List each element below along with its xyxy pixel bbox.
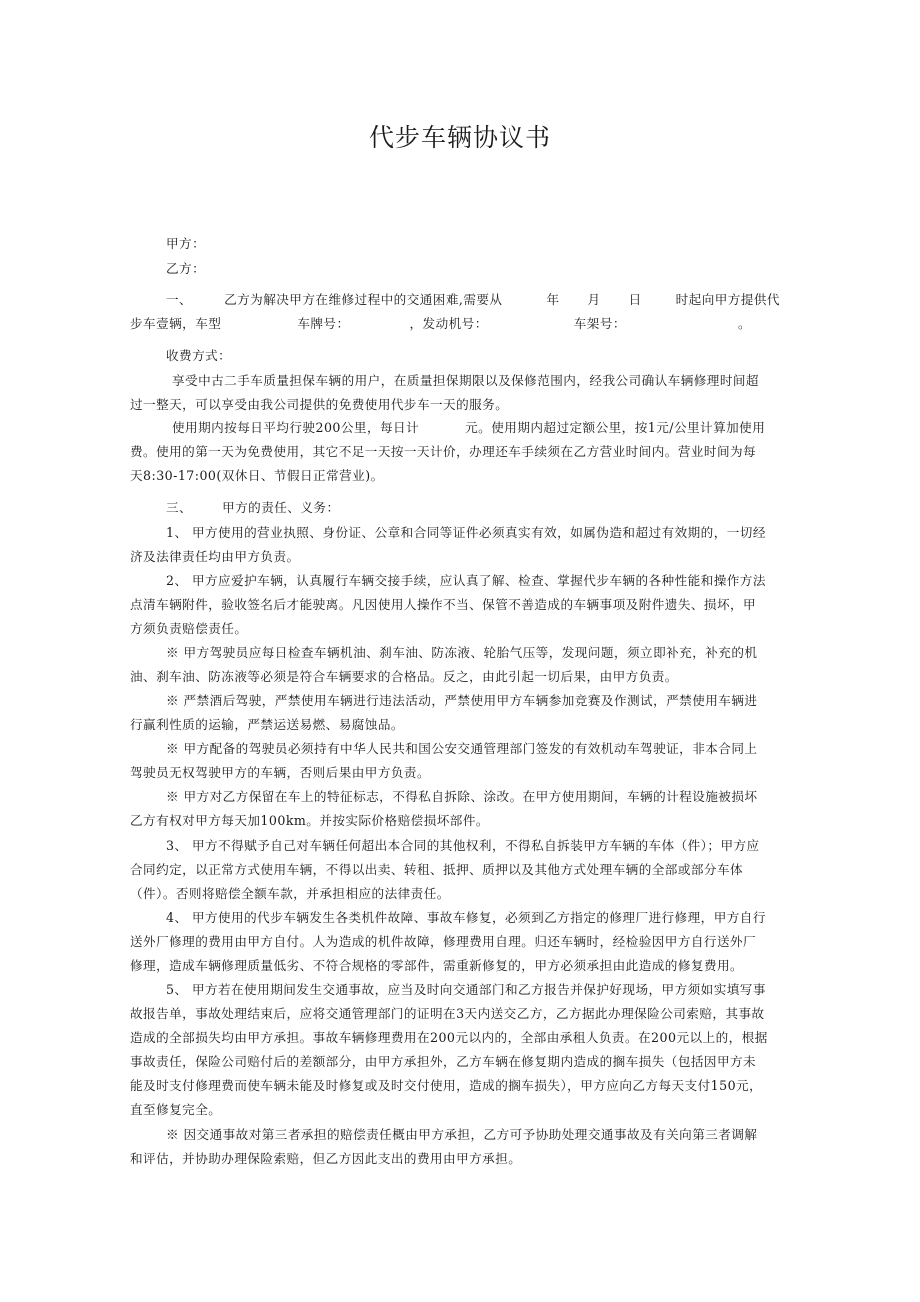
clause-line: 方须负责赔偿责任。 [130,621,248,636]
clause-line: （件）。否则将赔偿全额车款，并承担相应的法律责任。 [130,886,450,901]
clause-line: 3、 甲方不得赋予自己对车辆任何超出本合同的其他权利，不得私自拆装甲方车辆的车体（件）；甲方应 [166,838,760,853]
fee-paragraph-1-line-2: 过一整天，可以享受由我公司提供的免费使用代步车一天的服务。 [130,397,509,412]
clause-line: 油、刹车油、防冻液等必须是符合车辆要求的合格品。反之，由此引起一切后果，由甲方负责。 [130,669,678,684]
date-month-label: 月 [587,292,601,307]
clause-line: 合同约定，以正常方式使用车辆，不得以出卖、转租、抵押、质押以及其他方式处理车辆的全部或部分车体 [130,862,744,877]
party-b-label: 乙方： [166,261,206,276]
clause-line: 和评估，并协助办理保险索赔，但乙方因此支出的费用由甲方承担。 [130,1151,522,1166]
section-3-heading: 甲方的责任、义务： [222,500,340,515]
clause-line: 事故责任，保险公司赔付后的差额部分，由甲方承担外，乙方车辆在修复期内造成的搁车损失（包括因甲方未 [130,1054,757,1069]
clause-line: ※ 严禁酒后驾驶，严禁使用车辆进行违法活动，严禁使用甲方车辆参加竞赛及作测试，严禁使用车辆进 [166,693,758,708]
fee-paragraph-1-line-1: 享受中古二手车质量担保车辆的用户，在质量担保期限以及保修范围内，经我公司确认车辆修理时间超 [172,373,759,388]
clause-line: 1、 甲方使用的营业执照、身份证、公章和合同等证件必须真实有效，如属伪造和超过有效期的，一切经 [166,525,766,540]
engine-number-label: ，发动机号： [409,316,488,331]
document-title: 代步车辆协议书 [368,123,551,152]
section-1-line-2 [130,316,751,332]
fee-daily-text: 使用期内按每日平均行驶200公里，每日计 [172,420,420,435]
section-1-number: 一、 [166,292,193,307]
clause-line: 直至修复完全。 [130,1102,222,1117]
date-day-label: 日 [628,292,642,307]
date-year-label: 年 [546,292,560,307]
fee-paragraph-2-line-2: 费。使用的第一天为免费使用，其它不足一天按一天计价，办理还车手续须在乙方营业时间内。营业时间为每 [130,444,757,459]
document-body [130,0,806,1302]
clause-line: 点清车辆附件，验收签名后才能驶离。凡因使用人操作不当、保管不善造成的车辆事项及附件遗失、损坏，甲 [130,597,757,612]
party-a-label: 甲方： [166,236,206,251]
clause-line: ※ 因交通事故对第三者承担的赔偿责任概由甲方承担，乙方可予协助处理交通事故及有关向第三者调解 [166,1127,758,1142]
clause-line: 造成的全部损失均由甲方承担。事故车辆修理费用在200元以内的，全部由承租人负责。在200元以上的，根据 [130,1030,768,1045]
clause-line: ※ 甲方驾驶员应每日检查车辆机油、刹车油、防冻液、轮胎气压等，发现问题，须立即补充，补充的机 [166,645,758,660]
section-1-line-1 [166,292,780,308]
section-3-heading-line [166,500,340,516]
fee-paragraph-2-line-3: 天8:30-17:00(双休日、节假日正常营业)。 [130,468,384,483]
clause-line: 乙方有权对甲方每天加100km。并按实际价格赔偿损坏部件。 [130,813,489,828]
vehicle-model-label: 步车壹辆，车型 [130,316,222,331]
section-1-text-end: 时起向甲方提供代 [675,292,780,307]
section-1-period: 。 [737,316,751,331]
plate-number-label: 车牌号： [297,316,350,331]
clause-line: ※ 甲方对乙方保留在车上的特征标志，不得私自拆除、涂改。在甲方使用期间，车辆的计程设施被损坏 [166,789,758,804]
clause-line: 4、 甲方使用的代步车辆发生各类机件故障、事故车修复，必须到乙方指定的修理厂进行修理，甲方自行 [166,910,766,925]
clause-line: 修理，造成车辆修理质量低劣、不符合规格的零部件，需重新修复的，甲方必须承担由此造成的修复费用。 [130,958,744,973]
clause-line: ※ 甲方配备的驾驶员必须持有中华人民共和国公安交通管理部门签发的有效机动车驾驶证，非本合同上 [166,741,758,756]
clause-line: 行赢利性质的运输，严禁运送易燃、易腐蚀品。 [130,717,404,732]
clause-line: 驾驶员无权驾驶甲方的车辆，否则后果由甲方负责。 [130,765,431,780]
section-1-text: 乙方为解决甲方在维修过程中的交通困难,需要从 [224,292,503,307]
frame-number-label: 车架号： [573,316,626,331]
clause-line: 故报告单，事故处理结束后，应将交通管理部门的证明在3天内送交乙方，乙方据此办理保险公司索赔，其事故 [130,1006,765,1021]
clause-line: 济及法律责任均由甲方负责。 [130,549,300,564]
clause-line: 送外厂修理的费用由甲方自付。人为造成的机件故障，修理费用自理。归还车辆时，经检验因甲方自行送外厂 [130,934,757,949]
fee-excess-text: 元。使用期内超过定额公里，按1元/公里计算加使用 [465,420,766,435]
fee-paragraph-2-line-1 [172,420,765,436]
clause-line: 能及时支付修理费而使车辆未能及时修复或及时交付使用，造成的搁车损失），甲方应向乙方每天支付150元， [130,1078,763,1093]
clause-line: 2、 甲方应爱护车辆，认真履行车辆交接手续，应认真了解、检查、掌握代步车辆的各种性能和操作方法 [166,573,766,588]
fee-heading: 收费方式： [166,348,232,363]
section-3-number: 三、 [166,500,193,515]
clause-line: 5、 甲方若在使用期间发生交通事故，应当及时向交通部门和乙方报告并保护好现场，甲方须如实填写事 [166,982,766,997]
